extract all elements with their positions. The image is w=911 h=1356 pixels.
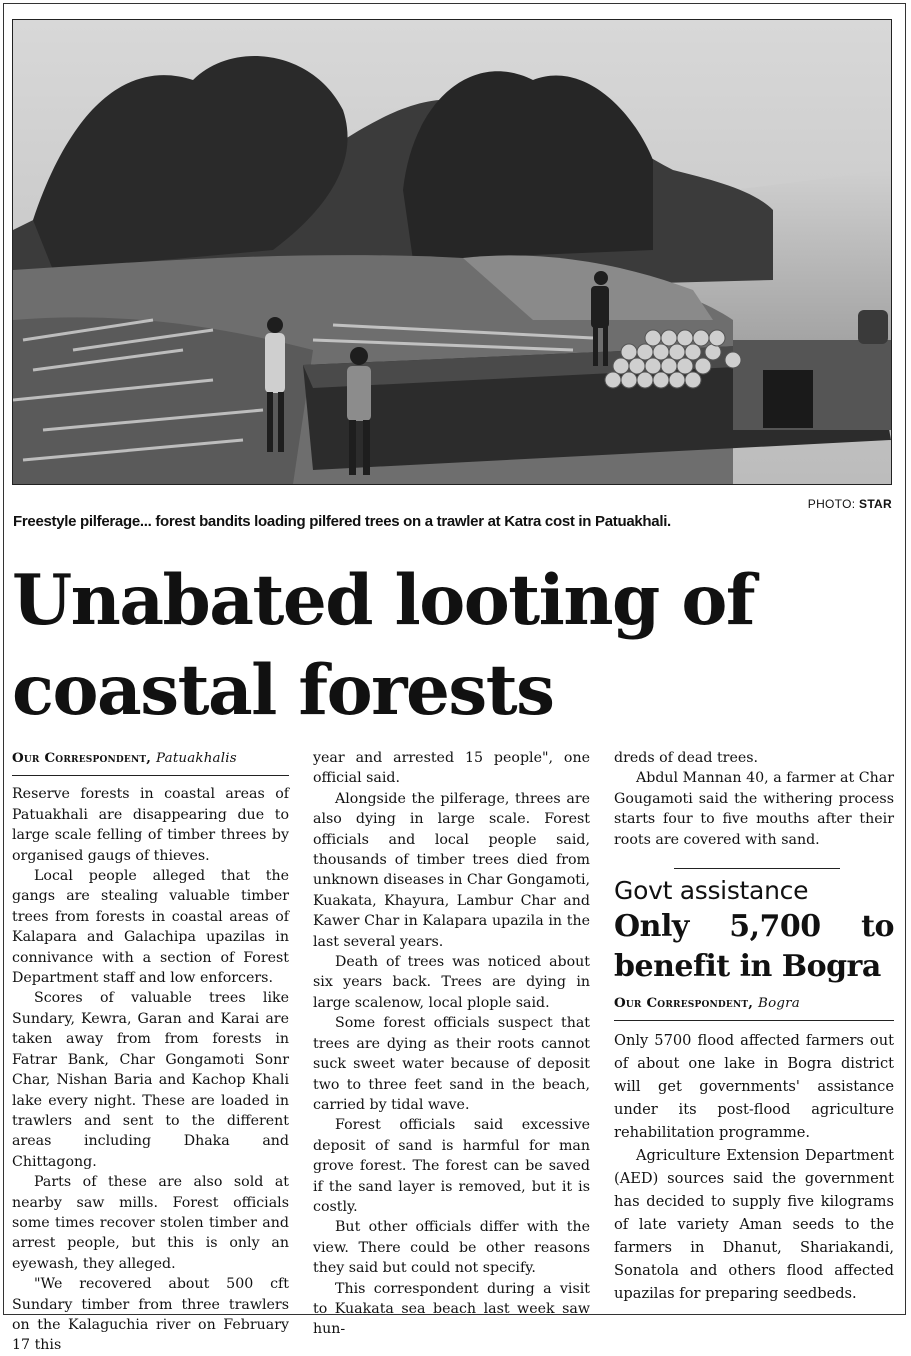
byline-location: Bogra — [758, 996, 800, 1012]
byline-name: Our Correspondent, — [12, 750, 152, 766]
paragraph: Local people alleged that the gangs are stealing valuable timber trees from forests in coastal areas of Kalapara and Galachipa upazilas in connivance with a section of Forest Department staff and low enforcers. — [12, 868, 289, 987]
paragraph: Only 5700 flood affected farmers out of about one lake in Bogra district will get governments' assistance under its post-flood agriculture rehabilitation programme. — [614, 1032, 894, 1142]
side-story-byline — [614, 993, 894, 1021]
photo-caption: Freestyle pilferage... forest bandits loading pilfered trees on a trawler at Katra cost in Patuakhali. — [13, 513, 671, 530]
headline: Unabated looting of coastal forests — [12, 560, 755, 731]
paragraph: Death of trees was noticed about six years back. Trees are dying in large scalenow, local plople said. — [313, 954, 590, 1011]
paragraph: Some forest officials suspect that trees are dying as their roots cannot suck sweet water because of deposit two to three feet sand in the beach, carried by tidal wave. — [313, 1015, 590, 1113]
photo-illustration — [13, 20, 891, 484]
paragraph: Agriculture Extension Department (AED) sources said the government has decided to supply five kilograms of late variety Aman seeds to the farmers in Dhanut, Shariakandi, Sonatola and others flood affected upazilas for preparing seedbeds. — [614, 1147, 894, 1303]
paragraph: This correspondent during a visit to Kuakata sea beach last week saw hun- — [313, 1280, 590, 1338]
byline — [12, 748, 289, 776]
paragraph: year and arrested 15 people", one official said. — [313, 750, 590, 787]
news-photo — [12, 19, 892, 485]
divider — [674, 868, 840, 869]
paragraph: But other officials differ with the view. There could be other reasons they said but could not specify. — [313, 1219, 590, 1277]
article-column-3 — [614, 748, 894, 1305]
paragraph: Forest officials said excessive deposit of sand is harmful for man grove forest. The forest can be saved if the sand layer is removed, but it is costly. — [313, 1117, 590, 1215]
paragraph: Alongside the pilferage, threes are also dying in large scale. Forest officials and local people said, thousands of timber trees died from unknown diseases in Char Gongamoti, Kuakata, Khayura, Lambur Char and Kawer Char in Kalapara upazila in the last several years. — [313, 790, 590, 950]
side-story-kicker: Govt assistance — [614, 876, 809, 906]
paragraph: "We recovered about 500 cft Sundary timber from three trawlers on the Kalaguchia river on February 17 this — [12, 1276, 289, 1354]
article-column-2 — [313, 748, 590, 1340]
side-story-headline: Only 5,700 to benefit in Bogra — [614, 909, 894, 985]
byline-name: Our Correspondent, — [614, 995, 754, 1012]
byline-location: Patuakhalis — [156, 751, 237, 766]
paragraph: Parts of these are also sold at nearby saw mills. Forest officials some times recover stolen timber and arrest people, but this is only an eyewash, they alleged. — [12, 1174, 289, 1272]
side-story-body — [614, 1029, 894, 1305]
paragraph: Reserve forests in coastal areas of Patuakhali are disappearing due to large scale felling of timber threes by organised gaugs of thieves. — [12, 786, 289, 864]
paragraph: dreds of dead trees. — [614, 750, 759, 766]
photo-credit: PHOTO: STAR — [807, 497, 892, 511]
paragraph: Scores of valuable trees like Sundary, Kewra, Garan and Karai are taken away from from forests in Fatrar Bank, Char Gongamoti Sonr Char, Nishan Baria and Kachop Khali lake every night. These are loaded in trawlers and sent to the different areas including Dhaka and Chittagong. — [12, 990, 289, 1170]
paragraph: Abdul Mannan 40, a farmer at Char Gougamoti said the withering process starts four to five mouths after their roots are covered with sand. — [614, 770, 894, 848]
article-column-1 — [12, 748, 289, 1356]
